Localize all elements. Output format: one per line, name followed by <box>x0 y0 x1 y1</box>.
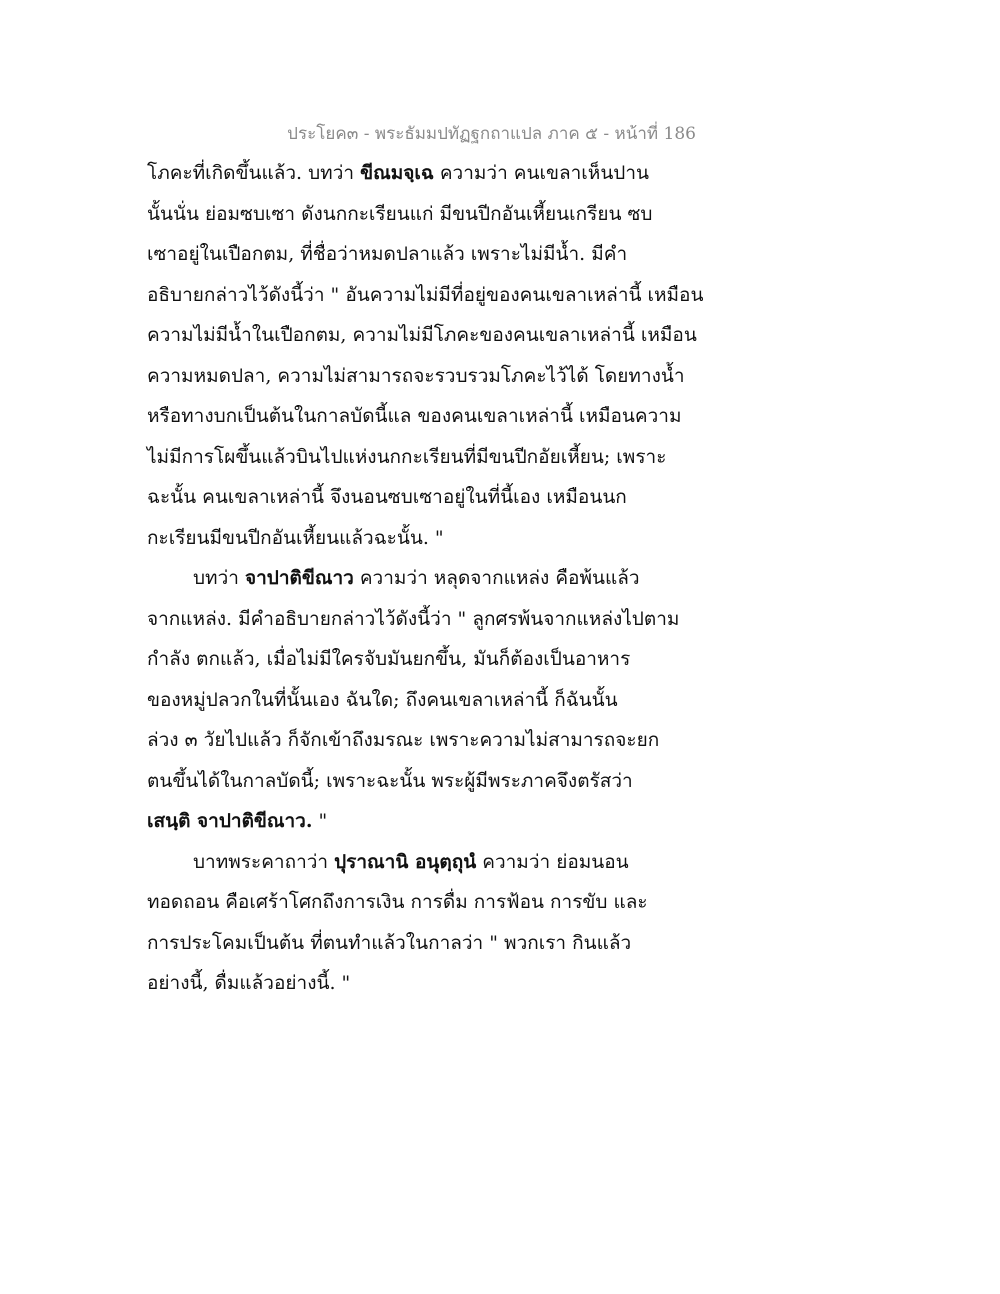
text-line: อย่างนี้, ดื่มแล้วอย่างนี้. " <box>147 972 351 994</box>
text-line <box>147 153 707 194</box>
pali-term: จาปาติขีณาว <box>244 567 354 589</box>
text-line: นั้นนั่น ย่อมซบเซา ดังนกกะเรียนแก่ มีขนปีกอันเหี้ยนเกรียน ซบ <box>147 202 653 225</box>
paragraph-2 <box>147 558 707 842</box>
text-line: กำลัง ตกแล้ว, เมื่อไม่มีใครจับมันยกขึ้น, มันก็ต้องเป็นอาหาร <box>147 648 631 670</box>
paragraph-3 <box>147 842 707 1004</box>
text-run: โภคะที่เกิดขึ้นแล้ว. บทว่า <box>147 162 361 184</box>
text-line: อธิบายกล่าวไว้ดังนี้ว่า " อันความไม่มีที่อยู่ของคนเขลาเหล่านี้ เหมือน <box>147 283 704 306</box>
text-line: ตนขึ้นได้ในกาลบัดนี้; เพราะฉะนั้น พระผู้มีพระภาคจึงตรัสว่า <box>147 769 633 792</box>
text-line <box>147 842 707 883</box>
text-line: การประโคมเป็นต้น ที่ตนทำแล้วในกาลว่า " พวกเรา กินแล้ว <box>147 931 632 954</box>
pali-term: เสนฺติ จาปาติขีณาว. <box>147 810 313 832</box>
text-run: บทว่า <box>193 567 245 589</box>
text-run: ความว่า ย่อมนอน <box>476 850 629 873</box>
document-body <box>147 153 707 1004</box>
text-run: ความว่า หลุดจากแหล่ง คือพ้นแล้ว <box>353 567 640 589</box>
text-line: เซาอยู่ในเปือกตม, ที่ชื่อว่าหมดปลาแล้ว เพราะไม่มีน้ำ. มีคำ <box>147 243 628 265</box>
text-line: ความหมดปลา, ความไม่สามารถจะรวบรวมโภคะไว้ได้ โดยทางน้ำ <box>147 364 685 387</box>
text-line: ทอดถอน คือเศร้าโศกถึงการเงิน การดื่ม การฟ้อน การขับ และ <box>147 891 648 913</box>
text-run: ความว่า คนเขลาเห็นปาน <box>433 162 650 184</box>
text-line: กะเรียนมีขนปีกอันเหี้ยนแล้วฉะนั้น. " <box>147 526 444 549</box>
text-run: " <box>312 810 328 832</box>
paragraph-1 <box>147 153 707 558</box>
text-line: ล่วง ๓ วัยไปแล้ว ก็จักเข้าถึงมรณะ เพราะความไม่สามารถจะยก <box>147 729 660 751</box>
pali-term: ขีณมจฺเฉ <box>360 162 434 184</box>
text-line: ฉะนั้น คนเขลาเหล่านี้ จึงนอนซบเซาอยู่ในที่นี้เอง เหมือนนก <box>147 486 627 508</box>
text-line: จากแหล่ง. มีคำอธิบายกล่าวไว้ดังนี้ว่า " ลูกศรพ้นจากแหล่งไปตาม <box>147 607 680 630</box>
text-line: ความไม่มีน้ำในเปือกตม, ความไม่มีโภคะของคนเขลาเหล่านี้ เหมือน <box>147 324 697 346</box>
text-line: หรือทางบกเป็นต้นในกาลบัดนี้แล ของคนเขลาเหล่านี้ เหมือนความ <box>147 405 682 427</box>
text-line: ของหมู่ปลวกในที่นั้นเอง ฉันใด; ถึงคนเขลาเหล่านี้ ก็ฉันนั้น <box>147 688 618 711</box>
text-line <box>147 558 707 599</box>
text-line <box>147 801 707 842</box>
page-running-head: ประโยค๓ - พระธัมมปทัฏฐกถาแปล ภาค ๕ - หน้าที่ 186 <box>287 124 696 144</box>
text-line: ไม่มีการโผขึ้นแล้วบินไปแห่งนกกะเรียนที่มีขนปีกอัยเหี้ยน; เพราะ <box>147 445 667 468</box>
text-run: บาทพระคาถาว่า <box>193 850 335 873</box>
pali-term: ปุราณานิ อนุตฺถุนํ <box>334 850 477 873</box>
